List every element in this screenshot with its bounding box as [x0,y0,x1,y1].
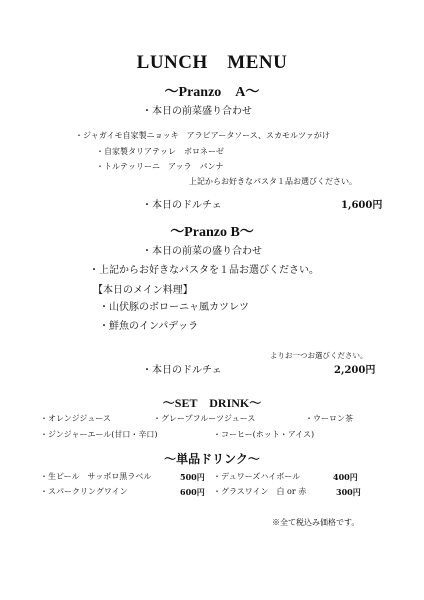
pranzo-a-dolce: ・本日のドルチェ [142,200,222,211]
set-drink-item: ・コーヒー(ホット・アイス) [213,430,315,439]
pranzo-a-pasta-2: ・自家製タリアテッレ ボロネーゼ [96,147,224,156]
pranzo-b-main-1: ・山伏豚のボローニャ風カツレツ [99,302,249,313]
pranzo-b-price: 2,200円 [334,365,376,376]
single-drink-price: 400円 [333,472,358,482]
pranzo-b-pasta: ・上記からお好きなパスタを１品お選びください。 [89,265,319,276]
single-drink-name: ・グラスワイン 白 or 赤 [213,487,307,496]
set-drink-item: ・ジンジャーエール(甘口・辛口) [40,430,158,439]
single-drink-name: ・生ビール サッポロ黒ラベル [40,472,152,481]
pranzo-b-choice-note: よりお一つお選びください。 [270,351,368,360]
pranzo-a-antipasto: ・本日の前菜盛り合わせ [142,106,252,117]
set-drink-item: ・ウーロン茶 [305,414,353,423]
single-drink-price: 500円 [180,472,205,482]
menu-title: LUNCH MENU [136,52,288,73]
pranzo-b-dolce: ・本日のドルチェ [142,365,222,376]
pranzo-b-antipasto: ・本日の前菜の盛り合わせ [142,246,262,257]
pranzo-b-main-2: ・鮮魚のインパデッラ [99,321,199,332]
pranzo-b-main-heading: 【本日のメイン料理】 [93,285,193,296]
single-drink-price: 600円 [180,487,205,497]
single-drink-name: ・スパークリングワイン [40,487,128,496]
set-drink-item: ・グレープフルーツジュース [153,414,256,423]
pranzo-a-pasta-note: 上記からお好きなパスタ１品お選びください。 [189,177,357,186]
pranzo-a-pasta-3: ・トルテッリーニ アッラ パンナ [96,162,224,171]
set-drink-heading: ～SET DRINK～ [162,396,262,410]
single-drink-name: ・デュワーズハイボール [213,472,301,481]
footer-tax-note: ※全て税込み価格です。 [272,518,360,527]
single-drink-price: 300円 [336,487,361,497]
pranzo-b-heading: ～Pranzo B～ [170,225,254,240]
set-drink-item: ・オレンジジュース [40,414,111,423]
pranzo-a-pasta-1: ・ジャガイモ自家製ニョッキ アラビアータソース、スカモルツァがけ [75,131,330,140]
pranzo-a-price: 1,600円 [341,200,383,211]
pranzo-a-heading: ～Pranzo A～ [164,85,260,100]
single-drinks-heading: ～単品ドリンク～ [164,452,260,466]
